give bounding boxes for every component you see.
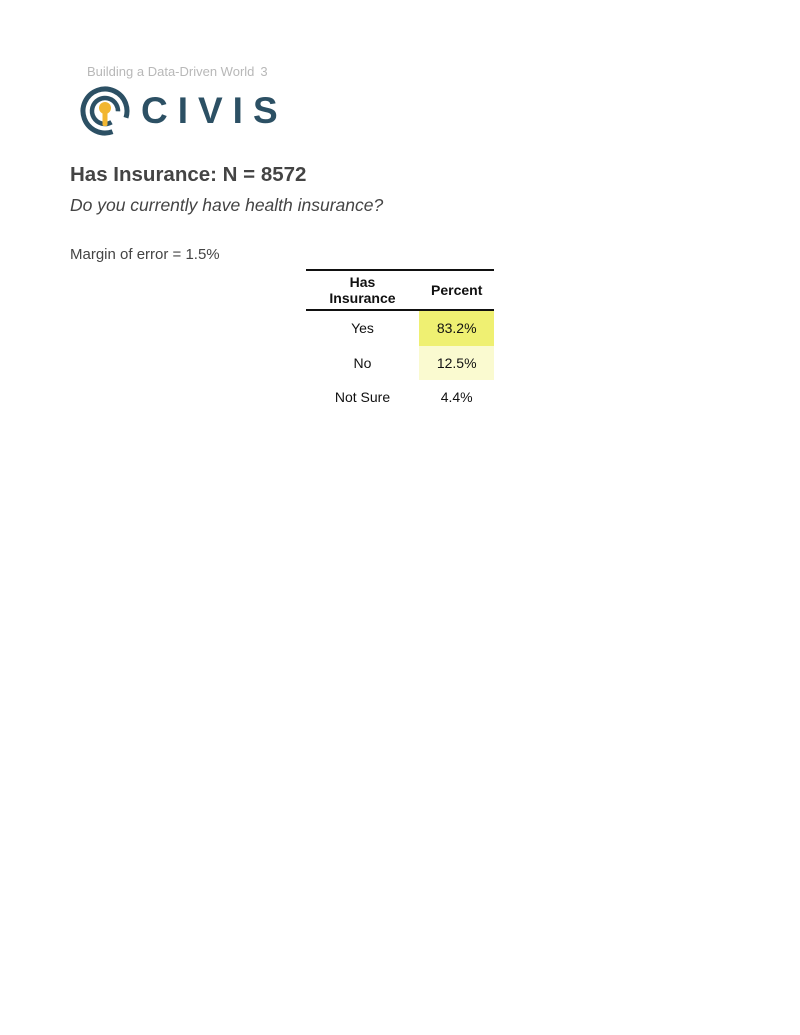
row-label-yes: Yes: [351, 320, 374, 337]
row-percent-yes: 83.2%: [419, 310, 494, 346]
row-label-not-sure: Not Sure: [334, 389, 391, 406]
running-header-title: Building a Data-Driven World: [87, 64, 255, 79]
row-percent-no: 12.5%: [419, 346, 494, 381]
table-row: [306, 346, 494, 381]
survey-question: Do you currently have health insurance?: [70, 195, 384, 215]
table-row: [306, 380, 494, 415]
civis-logo: [78, 84, 288, 140]
civis-logo-mark-icon: [78, 84, 134, 140]
page-number: 3: [260, 64, 268, 79]
table-header-row: [306, 270, 494, 310]
column-header-percent: Percent: [419, 270, 494, 310]
column-header-has-insurance: Has Insurance: [306, 270, 419, 310]
civis-logo-text: CIVIS: [141, 90, 288, 131]
row-percent-not-sure: 4.4%: [419, 380, 494, 415]
results-table: [306, 269, 494, 415]
running-header: [87, 64, 268, 79]
margin-of-error: Margin of error = 1.5%: [70, 246, 220, 263]
row-label-no: No: [353, 354, 372, 371]
section-title: Has Insurance: N = 8572: [70, 163, 307, 186]
table-row: [306, 310, 494, 346]
